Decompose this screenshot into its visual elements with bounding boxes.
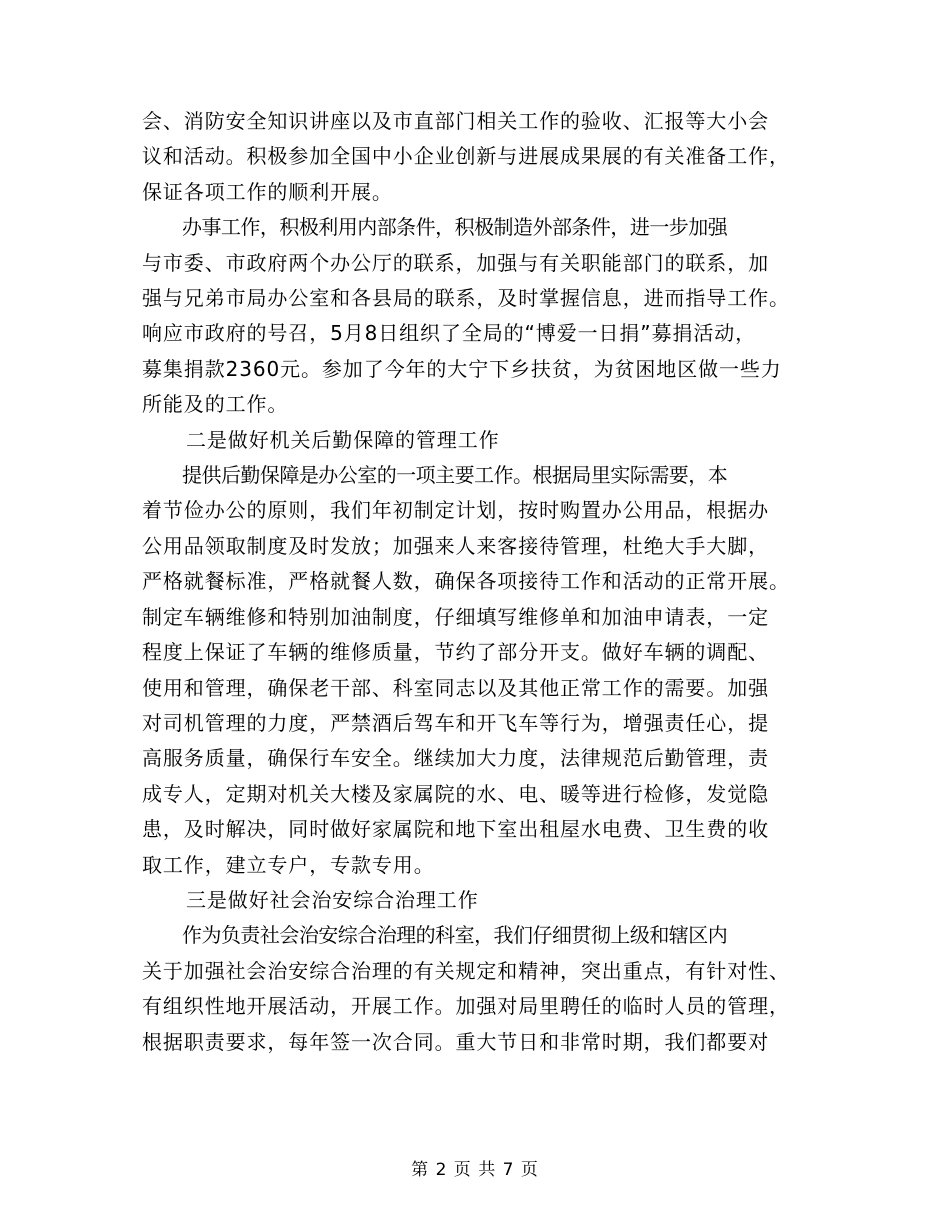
text-line: 提供后勤保障是办公室的一项主要工作。根据局里实际需要，本	[182, 463, 728, 488]
text-line: 公用品领取制度及时发放；加强来人来客接待管理，杜绝大手大脚，	[142, 533, 769, 558]
text-line: 高服务质量，确保行车安全。继续加大力度，法律规范后勤管理，责	[142, 746, 769, 771]
text-line: 对司机管理的力度，严禁酒后驾车和开飞车等行为，增强责任心，提	[142, 710, 769, 735]
text-line: 关于加强社会治安综合治理的有关规定和精神，突出重点，有针对性、	[142, 958, 790, 983]
text-line: 使用和管理，确保老干部、科室同志以及其他正常工作的需要。加强	[142, 675, 769, 700]
continued-paragraph	[142, 104, 802, 210]
body-paragraph	[142, 918, 802, 1060]
text-line: 作为负责社会治安综合治理的科室，我们仔细贯彻上级和辖区内	[182, 923, 728, 948]
body-paragraph	[142, 210, 802, 422]
section-heading: 二是做好机关后勤保障的管理工作	[186, 427, 500, 452]
text-line: 患，及时解决，同时做好家属院和地下室出租屋水电费、卫生费的收	[142, 817, 769, 842]
text-line: 募集捐款2360元。参加了今年的大宁下乡扶贫，为贫困地区做一些力	[142, 356, 782, 381]
text-line: 取工作，建立专户，专款专用。	[142, 852, 435, 877]
document-body	[142, 104, 802, 1060]
page-footer: 第 2 页 共 7 页	[411, 1160, 539, 1180]
text-line: 会、消防安全知识讲座以及市直部门相关工作的验收、汇报等大小会	[142, 109, 769, 133]
text-line: 所能及的工作。	[142, 392, 289, 417]
text-line: 保证各项工作的顺利开展。	[142, 179, 393, 204]
text-line: 响应市政府的号召，5月8日组织了全局的“博爱一日捐”募捐活动，	[142, 321, 757, 346]
text-line: 严格就餐标准，严格就餐人数，确保各项接待工作和活动的正常开展。	[142, 569, 790, 594]
section-heading: 三是做好社会治安综合治理工作	[186, 887, 479, 912]
text-line: 有组织性地开展活动，开展工作。加强对局里聘任的临时人员的管理，	[142, 994, 790, 1019]
text-line: 办事工作，积极利用内部条件，积极制造外部条件，进一步加强	[182, 215, 728, 240]
body-paragraph	[142, 458, 802, 883]
text-line: 制定车辆维修和特别加油制度，仔细填写维修单和加油申请表，一定	[142, 604, 769, 629]
text-line: 着节俭办公的原则，我们年初制定计划，按时购置办公用品，根据办	[142, 498, 769, 523]
text-line: 成专人，定期对机关大楼及家属院的水、电、暖等进行检修，发觉隐	[142, 781, 769, 806]
text-line: 与市委、市政府两个办公厅的联系，加强与有关职能部门的联系，加	[142, 250, 769, 275]
text-line: 议和活动。积极参加全国中小企业创新与进展成果展的有关准备工作，	[142, 144, 790, 169]
text-line: 根据职责要求，每年签一次合同。重大节日和非常时期，我们都要对	[142, 1029, 769, 1054]
text-line: 强与兄弟市局办公室和各县局的联系，及时掌握信息，进而指导工作。	[142, 286, 790, 311]
text-line: 程度上保证了车辆的维修质量，节约了部分开支。做好车辆的调配、	[142, 640, 769, 665]
